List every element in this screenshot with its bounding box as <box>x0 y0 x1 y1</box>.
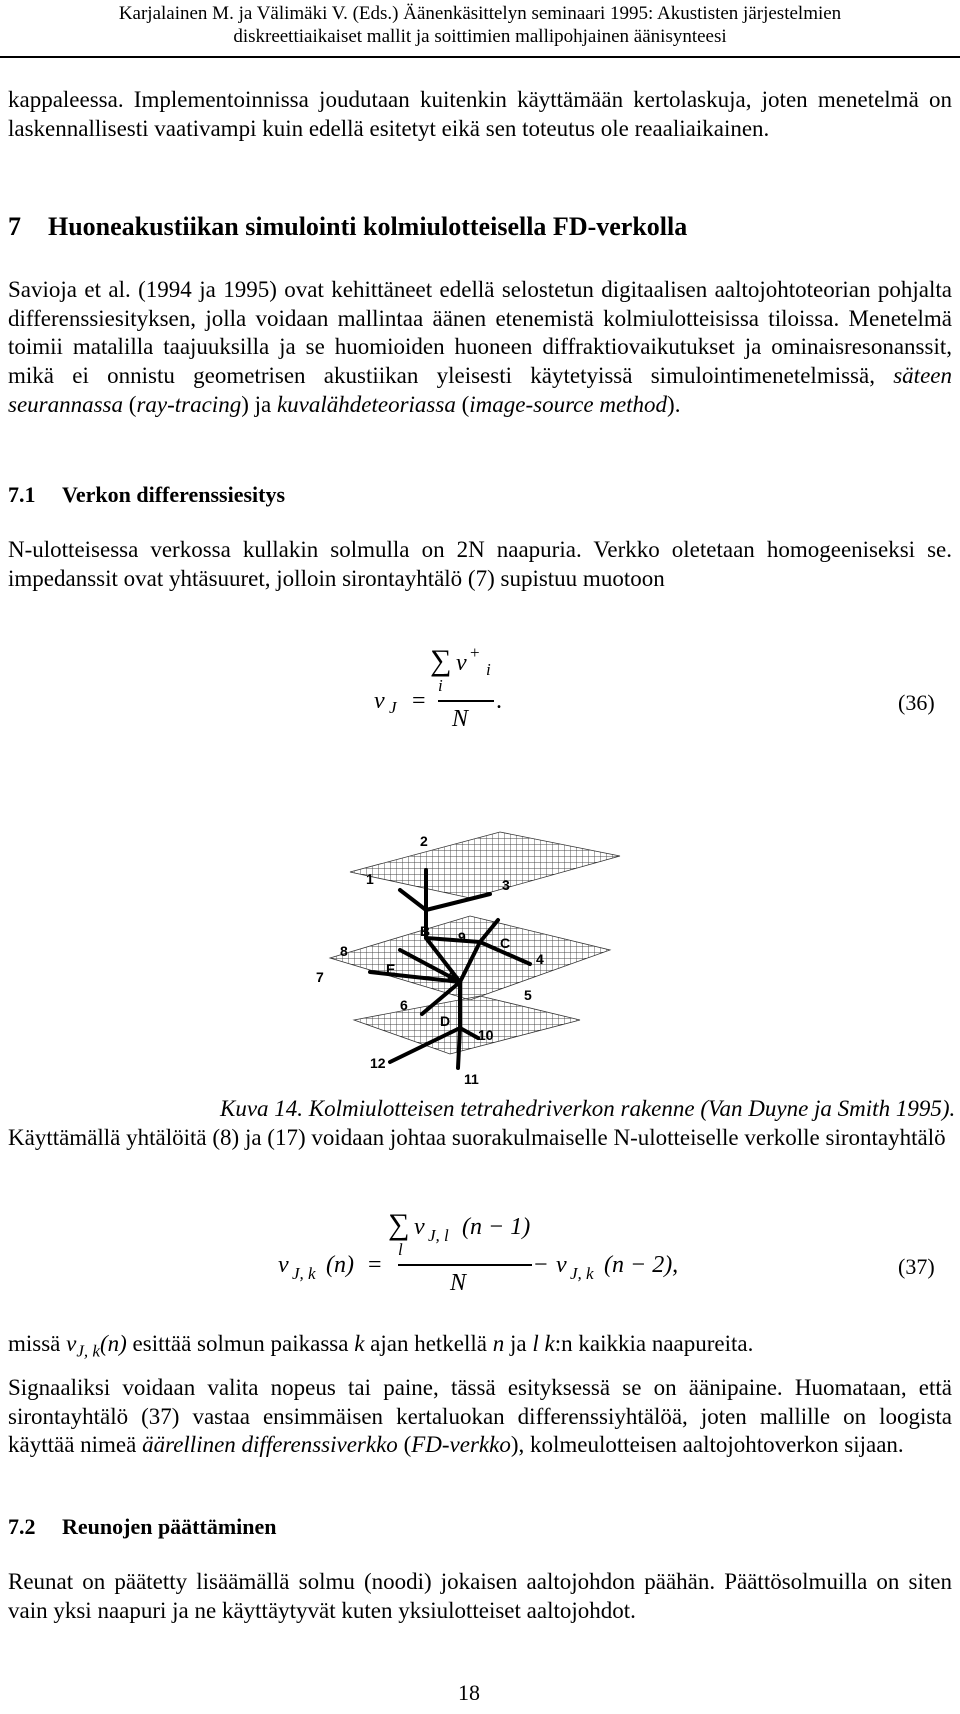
para4-text-4: ja <box>504 1331 533 1356</box>
eq37-rhs-arg: (n − 2), <box>604 1252 679 1278</box>
eq37-num-arg: (n − 1) <box>462 1214 531 1240</box>
section-7-2-number: 7.2 <box>8 1514 36 1539</box>
para4-var-k2: k <box>544 1331 555 1356</box>
section-7-2-title: Reunojen päättäminen <box>62 1514 277 1539</box>
node-D-label: D <box>440 1013 451 1029</box>
section-7-1-heading <box>8 482 285 508</box>
eq37-fraction-line <box>398 1264 532 1266</box>
term-image-source: image-source method <box>469 391 668 417</box>
term-fd-network: FD-verkko <box>411 1432 511 1458</box>
paragraph-savioja <box>8 276 952 420</box>
figure-caption: Kuva 14. Kolmiulotteisen tetrahedriverkon rakenne (Van Duyne ja Smith 1995). <box>220 1096 956 1121</box>
para4-text-3: ajan hetkellä <box>364 1331 493 1356</box>
para4-text-6: :n kaikkia naapureita. <box>554 1331 754 1356</box>
eq37-number: (37) <box>898 1254 935 1279</box>
eq37-lhs-arg: (n) <box>326 1252 354 1278</box>
node-10-label: 10 <box>478 1027 494 1043</box>
para1-sep4: ). <box>667 391 681 417</box>
eq36-period: . <box>496 688 502 714</box>
eq36-num-sub: i <box>486 660 491 679</box>
node-12-label: 12 <box>370 1055 386 1071</box>
para1-text: Savioja et al. (1994 ja 1995) ovat kehittäneet edellä selostetun digitaalisen aaltojohtoteorian pohjalta differenssiesityksen, jolla voidaan mallintaa äänen etenemistä kolmiulotteisissa tiloissa. Menetelmä toimii matalilla taajuuksilla ja se huomioiden huoneen diffraktiovaikutukset ja ominaisresonanssit, mikä ei onnistu geometrisen akustiikan yleisesti käytetyissä simulointimenetelmissä, <box>8 277 952 389</box>
para4-var-arg: (n) <box>99 1331 127 1356</box>
eq36-num-var: v <box>456 650 467 676</box>
paragraph-network: N-ulotteisessa verkossa kullakin solmulla on 2N naapuria. Verkko oletetaan homogeeniseksi se. impedanssit ovat yhtäsuuret, jolloin sirontayhtälö (7) supistuu muotoon <box>8 537 952 591</box>
para4-text-2: esittää solmun paikassa <box>126 1331 355 1356</box>
eq36-sum-index: i <box>438 676 443 695</box>
running-header <box>0 2 960 48</box>
eq37-minus: − <box>534 1252 548 1278</box>
eq37-sum-sign: ∑ <box>388 1208 410 1241</box>
term-ray-tracing-fi: säteen seurannassa <box>8 363 952 417</box>
section-7-title: Huoneakustiikan simulointi kolmiulotteisella FD-verkolla <box>48 212 688 241</box>
page-number: 18 <box>458 1680 480 1705</box>
paragraph-notation <box>8 1330 952 1366</box>
node-1-label: 1 <box>366 871 374 887</box>
node-2-label: 2 <box>420 833 428 849</box>
para4-text-1: missä <box>8 1331 67 1356</box>
eq37-lhs-sub: J, k <box>292 1264 316 1283</box>
eq36-equals: = <box>412 688 426 714</box>
para5-text: Signaaliksi voidaan valita nopeus tai paine, tässä esityksessä se on äänipaine. Huomataan, että sirontayhtälö (37) vastaa ensimmäisen kertaluokan differenssiyhtälöä, joten mallille on loogista käyttää nimeä <box>8 1375 952 1458</box>
node-6-label: 6 <box>400 997 408 1013</box>
eq37-rhs-sub: J, k <box>570 1264 594 1283</box>
para5-sep1: ( <box>397 1432 412 1458</box>
tetrahedral-mesh-figure <box>316 832 620 1088</box>
term-ray-tracing: ray-tracing <box>136 391 242 417</box>
para4-var-k: k <box>354 1331 365 1356</box>
header-line-1: Karjalainen M. ja Välimäki V. (Eds.) Äänenkäsittelyn seminaari 1995: Akustisten järjestelmien <box>118 3 842 24</box>
section-7-number: 7 <box>8 212 21 241</box>
eq36-num-sup: + <box>470 643 480 662</box>
node-A-label: A <box>446 969 457 985</box>
eq36-denominator: N <box>452 706 469 732</box>
eq36-lhs-sub: J <box>389 698 397 717</box>
intro-paragraph: kappaleessa. Implementoinnissa joudutaan kuitenkin käyttämään kertolaskuja, joten menetelmä on laskennallisesti vaativampi kuin edellä esitetyt eikä sen toteutus ole reaaliaikainen. <box>8 87 952 141</box>
eq37-denominator: N <box>450 1270 467 1296</box>
node-E-label: E <box>386 961 396 977</box>
eq37-num-sub: J, l <box>428 1226 449 1245</box>
node-3-label: 3 <box>502 877 510 893</box>
node-9-label: 9 <box>458 929 466 945</box>
section-7-2-heading <box>8 1514 277 1540</box>
header-rule <box>0 56 960 58</box>
node-5-label: 5 <box>524 987 532 1003</box>
eq36-lhs: v <box>374 688 385 714</box>
node-B-label: B <box>420 923 431 939</box>
section-7-1-title: Verkon differenssiesitys <box>62 482 286 507</box>
node-11-label: 11 <box>464 1071 479 1087</box>
eq37-sum-index: l <box>398 1240 403 1259</box>
para4-var-l: l <box>532 1331 539 1356</box>
bottom-grid-plane <box>354 996 580 1054</box>
eq36-fraction-line <box>438 700 494 702</box>
term-image-source-fi: kuvalähdeteoriassa <box>276 391 456 417</box>
eq37-equals: = <box>368 1252 382 1278</box>
para4-var-v: v <box>66 1331 77 1356</box>
paragraph-boundaries: Reunat on päätetty lisäämällä solmu (noodi) jokaisen aaltojohdon päähän. Päättösolmuilla on siten vain yksi naapuri ja ne käyttäytyvät kuten yksiulotteiset aaltojohdot. <box>8 1569 952 1623</box>
eq37-num-var: v <box>414 1214 425 1240</box>
eq36-sum-sign: ∑ <box>430 644 452 677</box>
term-fd-network-fi: äärellinen differenssiverkko <box>142 1432 398 1458</box>
eq37-lhs: v <box>278 1252 289 1278</box>
node-8-label: 8 <box>340 943 348 959</box>
para1-sep3: ( <box>455 391 470 417</box>
paragraph-signal <box>8 1374 952 1460</box>
para5-sep2: ), kolmeulotteisen aaltojohtoverkon sijaan. <box>510 1432 904 1458</box>
node-4-label: 4 <box>536 951 544 967</box>
header-line-2: diskreettiaikaiset mallit ja soittimien mallipohjainen äänisynteesi <box>233 26 727 47</box>
para4-var-sub: J, k <box>76 1341 100 1361</box>
eq36-number: (36) <box>898 690 935 715</box>
node-C-label: C <box>500 935 511 951</box>
node-7-label: 7 <box>316 969 324 985</box>
para4-var-n: n <box>492 1331 505 1356</box>
section-7-heading <box>8 212 687 242</box>
para1-sep2: ) ja <box>241 391 277 417</box>
eq37-rhs: v <box>556 1252 567 1278</box>
para1-sep1: ( <box>123 391 137 417</box>
top-grid-plane <box>350 832 620 898</box>
section-7-1-number: 7.1 <box>8 482 36 507</box>
paragraph-scattering: Käyttämällä yhtälöitä (8) ja (17) voidaan johtaa suorakulmaiselle N-ulotteiselle verkolle sirontayhtälö <box>8 1125 946 1150</box>
